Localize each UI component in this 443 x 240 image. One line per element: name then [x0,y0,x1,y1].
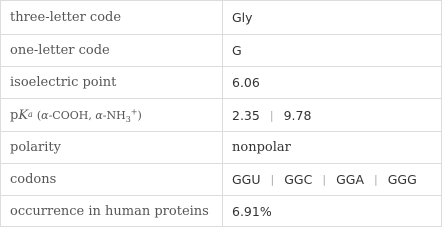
subscript-three: 3 [125,114,131,124]
table-row [1,1,441,34]
pka-label: p K a (α-COOH, $\alpha-NH_3^+$) [1,99,223,131]
paren-open: ( [36,108,42,122]
pka-value: 2.35 [232,107,260,123]
codon-value: GGC [284,172,313,187]
pka-p: p [10,107,19,123]
table-row [1,34,441,66]
table-row [1,131,441,163]
row-label: isoelectric point [1,67,223,98]
value-separator: | [269,108,274,122]
nh-group: -NH [102,108,126,122]
cooh-group: -COOH, [48,108,96,122]
row-value: 6.91% [232,204,272,219]
paren-close: ) [137,108,142,122]
row-value: nonpolar [232,140,291,155]
table-row [1,195,441,227]
table-row [1,66,441,98]
row-label: three-letter code [1,1,223,34]
row-label: codons [1,164,223,195]
codon-value: GGG [387,172,417,187]
alpha-symbol: α [41,108,49,122]
row-value: 6.06 [232,75,260,90]
row-value: Gly [232,10,253,25]
pka-groups [36,106,142,124]
row-label: one-letter code [1,35,223,66]
value-separator: | [374,173,378,186]
pka-value: 9.78 [283,107,312,123]
superscript-plus: + [130,106,138,116]
row-label: occurrence in human proteins [1,196,223,227]
row-label: polarity [1,132,223,163]
codon-values [223,164,441,195]
pka-values [223,99,441,131]
table-row [1,163,441,195]
pka-k: K [18,107,29,123]
alpha-symbol: α [95,108,103,122]
codon-value: GGU [232,172,261,187]
row-value: G [232,43,242,58]
value-separator: | [322,173,327,186]
codon-value: GGA [336,172,365,187]
table-row [1,98,441,131]
value-separator: | [270,173,275,186]
